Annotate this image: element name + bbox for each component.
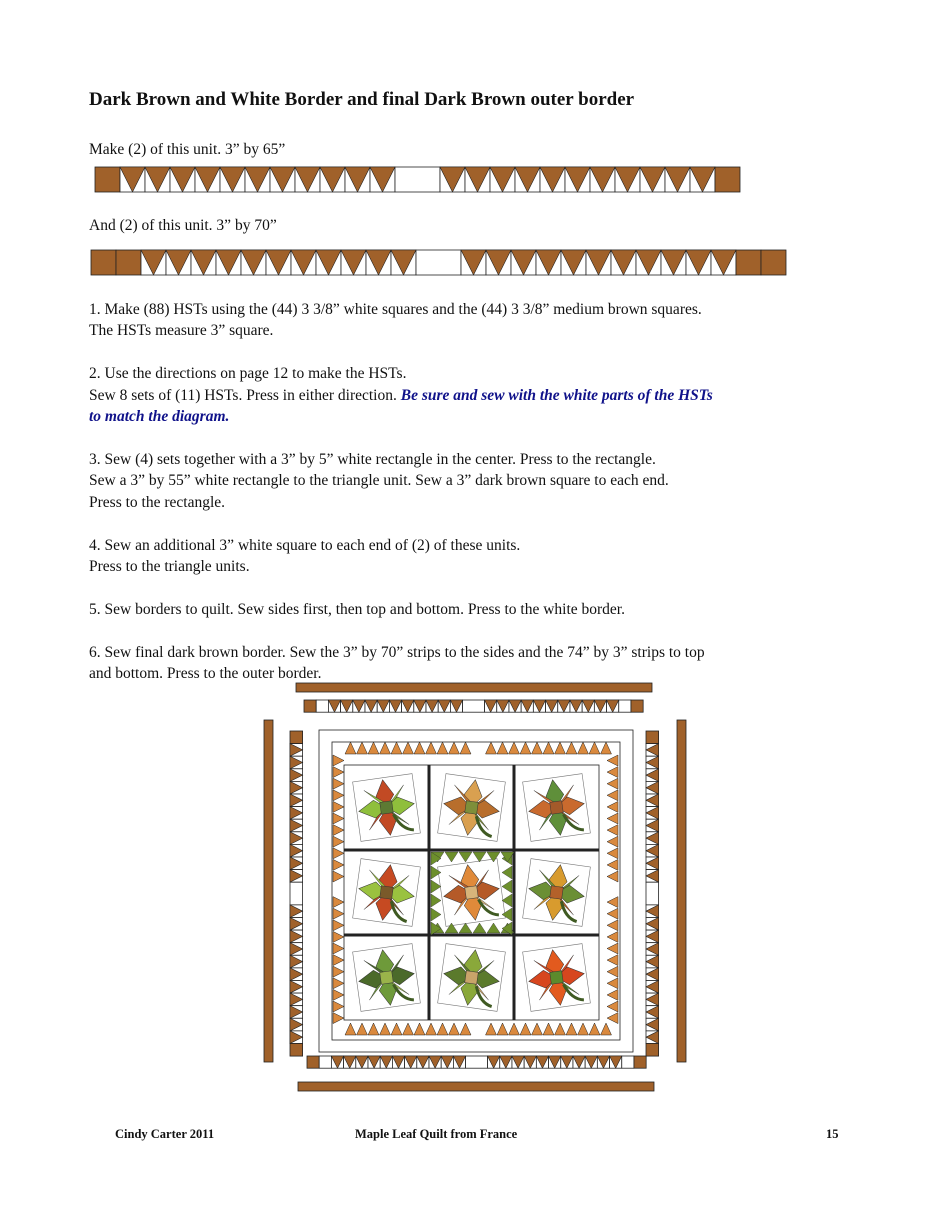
brown-square	[116, 250, 141, 275]
hst-square	[570, 700, 582, 712]
hst-square	[170, 167, 195, 192]
hst-square	[646, 905, 659, 918]
hst-square	[368, 1056, 380, 1068]
hst-square	[646, 756, 659, 769]
hst-square	[558, 700, 570, 712]
hst-square	[610, 1056, 622, 1068]
hst-square	[414, 700, 426, 712]
hst-square	[438, 700, 450, 712]
hst-square	[509, 700, 521, 712]
hst-square	[497, 700, 509, 712]
hst-square	[686, 250, 711, 275]
hst-square	[290, 870, 303, 883]
maple-leaf-block	[353, 774, 421, 842]
white-square	[319, 1056, 331, 1068]
brown-square	[646, 731, 659, 744]
hst-square	[391, 250, 416, 275]
hst-square	[636, 250, 661, 275]
hst-square	[220, 167, 245, 192]
white-rectangle	[416, 250, 461, 275]
hst-square	[166, 250, 191, 275]
page-title: Dark Brown and White Border and final Dark Brown outer border	[89, 89, 635, 110]
hst-square	[461, 250, 486, 275]
hst-square	[290, 744, 303, 757]
hst-square	[402, 700, 414, 712]
hst-square	[341, 700, 353, 712]
maple-leaf-block	[353, 944, 421, 1012]
hst-square	[290, 832, 303, 845]
hst-square	[611, 250, 636, 275]
hst-square	[145, 167, 170, 192]
hst-square	[290, 819, 303, 832]
hst-square	[607, 700, 619, 712]
hst-square	[512, 1056, 524, 1068]
maple-leaf-block	[523, 859, 591, 927]
hst-square	[345, 167, 370, 192]
hst-square	[486, 250, 511, 275]
step-2-instruction: Sew 8 sets of (11) HSTs. Press in either direction.	[89, 387, 401, 404]
unit-b-border-diagram	[91, 250, 791, 276]
hst-square	[640, 167, 665, 192]
step-2-line-1: 2. Use the directions on page 12 to make the HSTs.	[89, 365, 407, 382]
hst-square	[646, 1018, 659, 1031]
hst-square	[561, 250, 586, 275]
hst-square	[320, 167, 345, 192]
hst-square	[356, 1056, 368, 1068]
hst-square	[316, 250, 341, 275]
hst-square	[561, 1056, 573, 1068]
white-rectangle	[290, 882, 303, 905]
hst-square	[546, 700, 558, 712]
hst-square	[711, 250, 736, 275]
hst-square	[646, 794, 659, 807]
hst-square	[582, 700, 594, 712]
hst-square	[585, 1056, 597, 1068]
maple-leaf-block	[523, 774, 591, 842]
hst-square	[615, 167, 640, 192]
footer-author: Cindy Carter 2011	[115, 1127, 215, 1141]
hst-square	[290, 968, 303, 981]
hst-square	[646, 955, 659, 968]
quilt-assembly-diagram	[255, 680, 695, 1100]
step-1-line-1: 1. Make (88) HSTs using the (44) 3 3/8” white squares and the (44) 3 3/8” medium brown squares.	[89, 301, 702, 318]
step-5-line-1: 5. Sew borders to quilt. Sew sides first, then top and bottom. Press to the white border.	[89, 601, 625, 618]
hst-square	[216, 250, 241, 275]
brown-square	[290, 1043, 303, 1056]
hst-square	[646, 1031, 659, 1044]
hst-square	[344, 1056, 356, 1068]
hst-square	[661, 250, 686, 275]
hst-square	[370, 167, 395, 192]
step-2-line-2	[89, 385, 713, 406]
brown-square	[646, 1043, 659, 1056]
brown-square	[290, 731, 303, 744]
hst-square	[290, 794, 303, 807]
white-rectangle	[466, 1056, 488, 1068]
hst-square	[453, 1056, 465, 1068]
hst-square	[488, 1056, 500, 1068]
hst-square	[290, 980, 303, 993]
white-square	[316, 700, 328, 712]
brown-square	[631, 700, 643, 712]
hst-square	[290, 1031, 303, 1044]
hst-square	[241, 250, 266, 275]
hst-square	[290, 955, 303, 968]
hst-square	[353, 700, 365, 712]
hst-square	[646, 857, 659, 870]
unit-b-caption: And (2) of this unit. 3” by 70”	[89, 217, 277, 234]
hst-square	[524, 1056, 536, 1068]
white-rectangle	[646, 882, 659, 905]
step-3-line-2: Sew a 3” by 55” white rectangle to the triangle unit. Sew a 3” dark brown square to each end.	[89, 472, 669, 489]
hst-square	[328, 700, 340, 712]
hst-square	[290, 993, 303, 1006]
hst-square	[646, 980, 659, 993]
footer-page-number: 15	[826, 1127, 839, 1141]
hst-square	[597, 1056, 609, 1068]
hst-square	[365, 700, 377, 712]
hst-square	[441, 1056, 453, 1068]
maple-leaf-block	[523, 944, 591, 1012]
hst-square	[141, 250, 166, 275]
hst-square	[417, 1056, 429, 1068]
hst-square	[450, 700, 462, 712]
hst-square	[540, 167, 565, 192]
hst-square	[646, 943, 659, 956]
hst-square	[290, 905, 303, 918]
hst-square	[426, 700, 438, 712]
hst-square	[590, 167, 615, 192]
brown-square	[736, 250, 761, 275]
hst-square	[533, 700, 545, 712]
hst-square	[295, 167, 320, 192]
hst-square	[290, 807, 303, 820]
step-4-line-1: 4. Sew an additional 3” white square to each end of (2) of these units.	[89, 537, 521, 554]
outer-border-top	[296, 683, 652, 692]
hst-square	[646, 781, 659, 794]
outer-border-bottom	[298, 1082, 654, 1091]
white-square	[619, 700, 631, 712]
white-rectangle	[463, 700, 485, 712]
hst-square	[331, 1056, 343, 1068]
hst-square	[646, 769, 659, 782]
hst-square	[665, 167, 690, 192]
brown-square	[91, 250, 116, 275]
hst-square	[646, 930, 659, 943]
unit-a-caption: Make (2) of this unit. 3” by 65”	[89, 141, 286, 158]
hst-square	[646, 807, 659, 820]
hst-square	[646, 993, 659, 1006]
hst-square	[341, 250, 366, 275]
hst-square	[290, 844, 303, 857]
hst-square	[490, 167, 515, 192]
hst-square	[290, 769, 303, 782]
hst-square	[290, 930, 303, 943]
hst-square	[440, 167, 465, 192]
brown-square	[95, 167, 120, 192]
maple-leaf-block	[438, 859, 506, 927]
white-square	[622, 1056, 634, 1068]
hst-square	[366, 250, 391, 275]
hst-square	[646, 832, 659, 845]
outer-border-left	[264, 720, 273, 1062]
hst-square	[646, 819, 659, 832]
brown-square	[715, 167, 740, 192]
hst-square	[586, 250, 611, 275]
hst-square	[290, 756, 303, 769]
maple-leaf-block	[438, 774, 506, 842]
hst-square	[389, 700, 401, 712]
hst-square	[290, 1006, 303, 1019]
hst-square	[573, 1056, 585, 1068]
hst-square	[290, 917, 303, 930]
hst-square	[536, 250, 561, 275]
hst-square	[290, 781, 303, 794]
hst-square	[291, 250, 316, 275]
maple-leaf-block	[438, 944, 506, 1012]
hst-square	[565, 167, 590, 192]
hst-square	[405, 1056, 417, 1068]
hst-square	[377, 700, 389, 712]
brown-square	[634, 1056, 646, 1068]
hst-square	[290, 857, 303, 870]
step-2-emphasis-note: Be sure and sew with the white parts of the HSTs	[400, 387, 713, 404]
hst-square	[429, 1056, 441, 1068]
step-6-line-1: 6. Sew final dark brown border. Sew the 3” by 70” strips to the sides and the 74” by 3” strips to top	[89, 644, 705, 661]
hst-square	[646, 968, 659, 981]
hst-square	[646, 917, 659, 930]
hst-square	[195, 167, 220, 192]
hst-square	[120, 167, 145, 192]
hst-square	[646, 844, 659, 857]
hst-square	[690, 167, 715, 192]
hst-square	[646, 870, 659, 883]
hst-square	[270, 167, 295, 192]
step-3-line-1: 3. Sew (4) sets together with a 3” by 5” white rectangle in the center. Press to the rectangle.	[89, 451, 656, 468]
hst-square	[646, 1006, 659, 1019]
hst-square	[245, 167, 270, 192]
hst-square	[500, 1056, 512, 1068]
hst-square	[549, 1056, 561, 1068]
unit-a-border-diagram	[95, 167, 745, 193]
brown-square	[307, 1056, 319, 1068]
hst-square	[266, 250, 291, 275]
hst-square	[465, 167, 490, 192]
hst-square	[290, 943, 303, 956]
hst-square	[392, 1056, 404, 1068]
step-3-line-3: Press to the rectangle.	[89, 494, 226, 511]
step-1-line-2: The HSTs measure 3” square.	[89, 322, 274, 339]
step-4-line-2: Press to the triangle units.	[89, 558, 250, 575]
hst-square	[191, 250, 216, 275]
hst-square	[646, 744, 659, 757]
hst-square	[515, 167, 540, 192]
hst-square	[290, 1018, 303, 1031]
maple-leaf-block	[353, 859, 421, 927]
white-rectangle	[395, 167, 440, 192]
step-6-line-2: and bottom. Press to the outer border.	[89, 665, 322, 682]
footer-pattern-name: Maple Leaf Quilt from France	[355, 1127, 518, 1141]
hst-square	[511, 250, 536, 275]
hst-square	[521, 700, 533, 712]
hst-square	[536, 1056, 548, 1068]
hst-square	[380, 1056, 392, 1068]
brown-square	[761, 250, 786, 275]
brown-square	[304, 700, 316, 712]
hst-square	[594, 700, 606, 712]
outer-border-right	[677, 720, 686, 1062]
step-2-emphasis-note-cont: to match the diagram.	[89, 408, 230, 425]
hst-square	[485, 700, 497, 712]
